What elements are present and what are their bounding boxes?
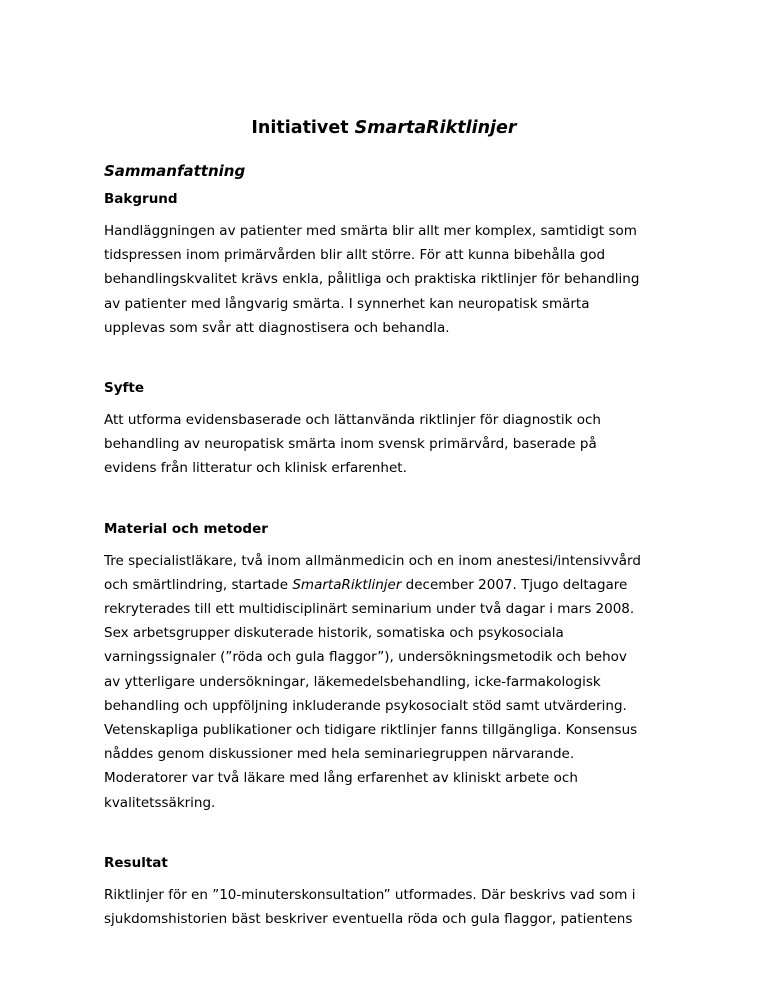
text-line: tidspressen inom primärvården blir allt större. För att kunna bibehålla god xyxy=(104,247,606,264)
paragraph-methods xyxy=(104,549,684,815)
text-line: av patienter med långvarig smärta. I synnerhet kan neuropatisk smärta xyxy=(104,295,590,312)
text-line: behandling av neuropatisk smärta inom svensk primärvård, baserade på xyxy=(104,436,597,453)
text-line: och smärtlindring, startade xyxy=(104,576,293,593)
text-line: december 2007. Tjugo deltagare xyxy=(401,576,628,593)
section-gap xyxy=(104,481,684,517)
title-prefix: Initiativet xyxy=(251,118,355,138)
document-title xyxy=(0,116,768,140)
text-line: Handläggningen av patienter med smärta blir allt mer komplex, samtidigt som xyxy=(104,223,637,239)
text-line: evidens från litteratur och klinisk erfarenhet. xyxy=(104,460,407,477)
section-heading-purpose: Syfte xyxy=(104,380,145,397)
text-line: Moderatorer var två läkare med lång erfarenhet av kliniskt arbete och xyxy=(104,770,578,787)
text-line: Tre specialistläkare, två inom allmänmedicin och en inom anestesi/intensivvård xyxy=(104,552,641,569)
document-body xyxy=(104,187,684,931)
text-line: sjukdomshistorien bäst beskriver eventuella röda och gula flaggor, patientens xyxy=(104,911,633,928)
text-line: av ytterligare undersökningar, läkemedelsbehandling, icke-farmakologisk xyxy=(104,673,601,690)
text-line: Vetenskapliga publikationer och tidigare riktlinjer fanns tillgängliga. Konsensus xyxy=(104,722,638,739)
summary-heading: Sammanfattning xyxy=(104,162,246,180)
text-line: upplevas som svår att diagnostisera och behandla. xyxy=(104,319,450,336)
text-line: Riktlinjer för en ”10-minuterskonsultation” utformades. Där beskrivs vad som i xyxy=(104,886,636,903)
section-gap xyxy=(104,815,684,851)
text-line: nåddes genom diskussioner med hela seminariegruppen närvarande. xyxy=(104,746,575,763)
text-line: rekryterades till ett multidisciplinärt seminarium under två dagar i mars 2008. xyxy=(104,601,635,618)
section-heading-results: Resultat xyxy=(104,854,168,871)
paragraph-background xyxy=(104,219,684,340)
text-line: kvalitetssäkring. xyxy=(104,794,216,811)
text-line: behandlingskvalitet krävs enkla, pålitliga och praktiska riktlinjer för behandling xyxy=(104,271,640,288)
section-heading-methods: Material och metoder xyxy=(104,520,268,537)
section-gap xyxy=(104,340,684,376)
section-methods xyxy=(104,517,684,815)
text-line: Att utforma evidensbaserade och lättanvända riktlinjer för diagnostik och xyxy=(104,412,601,429)
text-line: varningssignaler (”röda och gula flaggor”), undersökningsmetodik och behov xyxy=(104,649,627,666)
section-heading-background: Bakgrund xyxy=(104,191,178,207)
title-italic: SmartaRiktlinjer xyxy=(354,118,517,138)
initiative-name-italic: SmartaRiktlinjer xyxy=(292,576,402,593)
paragraph-purpose xyxy=(104,408,684,481)
text-line: Sex arbetsgrupper diskuterade historik, somatiska och psykosociala xyxy=(104,625,564,642)
paragraph-results xyxy=(104,883,684,931)
section-purpose xyxy=(104,376,684,481)
section-background xyxy=(104,187,684,340)
text-line: behandling och uppföljning inkluderande psykosocialt stöd samt utvärdering. xyxy=(104,697,627,714)
section-results xyxy=(104,851,684,931)
